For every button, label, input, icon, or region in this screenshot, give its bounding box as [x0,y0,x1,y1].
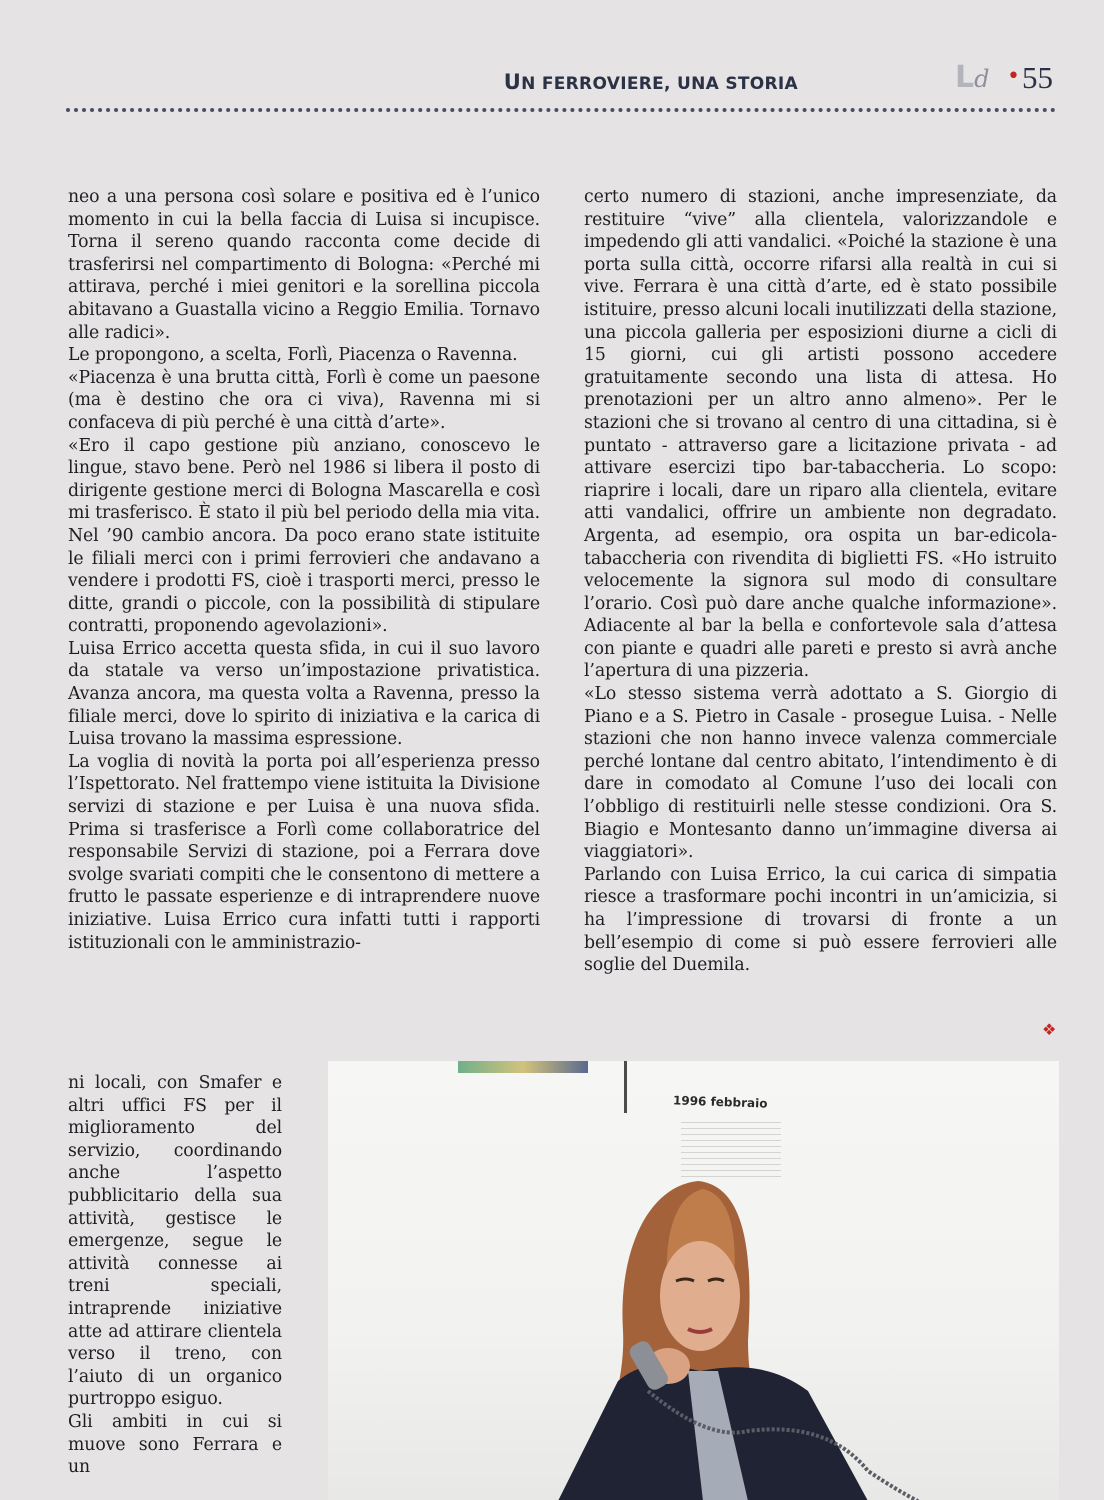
paragraph: neo a una persona così solare e positiva ed è l’unico momento in cui la bella faccia di Luisa si incupisce. Torna il sereno quando racconta come decide di trasferirsi nel compartimento di Bologna: «Perché mi attirava, perché i miei genitori e la sorellina piccola abitavano a Guastalla vicino a Reggio Emilia. Tornavo alle radici». [68,187,540,343]
paragraph: ni locali, con Smafer e altri uffici FS per il miglioramento del servizio, coordinando anche l’aspetto pubblicitario della sua attività, gestisce le emergenze, segue le attività connesse ai treni speciali, intraprende iniziative atte ad attirare clientela verso il treno, con l’aiuto di un organico purtroppo esiguo. [68,1073,282,1410]
section-title-part1: N FERROVIERE, [521,74,678,94]
calendar-label: 1996 febbraio [672,1093,768,1111]
paragraph: «Piacenza è una brutta città, Forlì è come un paesone (ma è destino che ora ci viva), Ravenna mi si confaceva di più perché è una città d’arte». [68,367,540,433]
header-divider [66,108,1056,112]
section-title-initial: U [503,70,522,94]
article-end-icon: ❖ [1042,1020,1057,1039]
page-header [0,60,1104,100]
right-column [584,186,1057,977]
paragraph: «Ero il capo gestione più anziano, conoscevo le lingue, stavo bene. Però nel 1986 si libera il posto di dirigente gestione merci di Bologna Mascarella e così mi trasferisco. È stato il più bel periodo della mia vita. Nel ’90 cambio ancora. Da poco erano state istituite le filiali merci con i primi ferrovieri che andavano a vendere i prodotti FS, cioè i trasporti merci, presso le ditte, grandi o piccole, con la possibilità di stipulare contratti, proponendo agevolazioni». [68,435,540,637]
paragraph: «Lo stesso sistema verrà adottato a S. Giorgio di Piano e a S. Pietro in Casale - prosegue Luisa. - Nelle stazioni che non hanno invece valenza commerciale perché lontane dal centro abitato, l’intendimento è di dare in comodato al Comune l’uso dei locali con l’obbligo di restituirli nelle stesse condizioni. Ora S. Biagio e Montesanto danno un’immagine diversa ai viaggiatori». [584,684,1057,863]
photo-shelf [458,1061,588,1073]
left-column [68,186,540,954]
paragraph: Parlando con Luisa Errico, la cui carica di simpatia riesce a trasformare pochi incontri in un’amicizia, si ha l’impressione di trovarsi di fronte a un bell’esempio di come si può essere ferrovieri alle soglie del Duemila. [584,864,1057,976]
section-title [504,70,798,94]
article-photo [328,1061,1059,1500]
woman-on-phone-illustration [448,1141,1008,1500]
photo-post [624,1061,627,1113]
magazine-logo: Ld [955,60,990,95]
paragraph: certo numero di stazioni, anche impresenziate, da restituire “vive” alla clientela, valorizzandole e impedendo gli atti vandalici. «Poiché la stazione è una porta sulla città, occorre rifarsi alla realtà in cui si vive. Ferrara è una città d’arte, ed è stato possibile istituire, presso alcuni locali inutilizzati della stazione, una piccola galleria per esposizioni diurne a cicli di 15 giorni, cui gli artisti possono accedere gratuitamente secondo una lista di attesa. Ho prenotazioni per un altro anno almeno». Per le stazioni che si trovano al centro di una cittadina, si è puntato - attraverso gare a licitazione privata - ad attivare esercizi tipo bar-tabaccheria. Lo scopo: riaprire i locali, dare un riparo alla clientela, evitare atti vandalici, offrire un ambiente non degradato. Argenta, ad esempio, ora ospita un bar-edicola-tabaccheria con rivendita di biglietti FS. «Ho istruito velocemente la signora sul modo di consultare l’orario. Così può dare anche qualche informazione». Adiacente al bar la bella e confortevole sala d’attesa con piante e quadri alle pareti e presto si avrà anche l’apertura di una pizzeria. [584,187,1057,682]
paragraph: Gli ambiti in cui si muove sono Ferrara e un [68,1411,282,1478]
red-bullet-icon: • [1007,64,1020,89]
paragraph: La voglia di novità la porta poi all’esperienza presso l’Ispettorato. Nel frattempo viene istituita la Divisione servizi di stazione e per Luisa è una nuova sfida. Prima si trasferisce a Forlì come collaboratrice del responsabile Servizi di stazione, poi a Ferrara dove svolge svariati compiti che le consentono di mettere a frutto le passate esperienze e di intraprendere nuove iniziative. Luisa Errico cura infatti tutti i rapporti istituzionali con le amministrazio- [68,751,540,953]
paragraph: Le propongono, a scelta, Forlì, Piacenza o Ravenna. [68,345,518,366]
left-narrow-column [68,1072,282,1479]
page-number: 55 [1022,60,1053,95]
paragraph: Luisa Errico accetta questa sfida, in cui il suo lavoro da statale va verso un’impostazione privatistica. Avanza ancora, ma questa volta a Ravenna, presso la filiale merci, dove lo spirito di iniziativa e la carica di Luisa trovano la massima espressione. [68,638,540,750]
section-title-part2: UNA STORIA [677,74,798,94]
